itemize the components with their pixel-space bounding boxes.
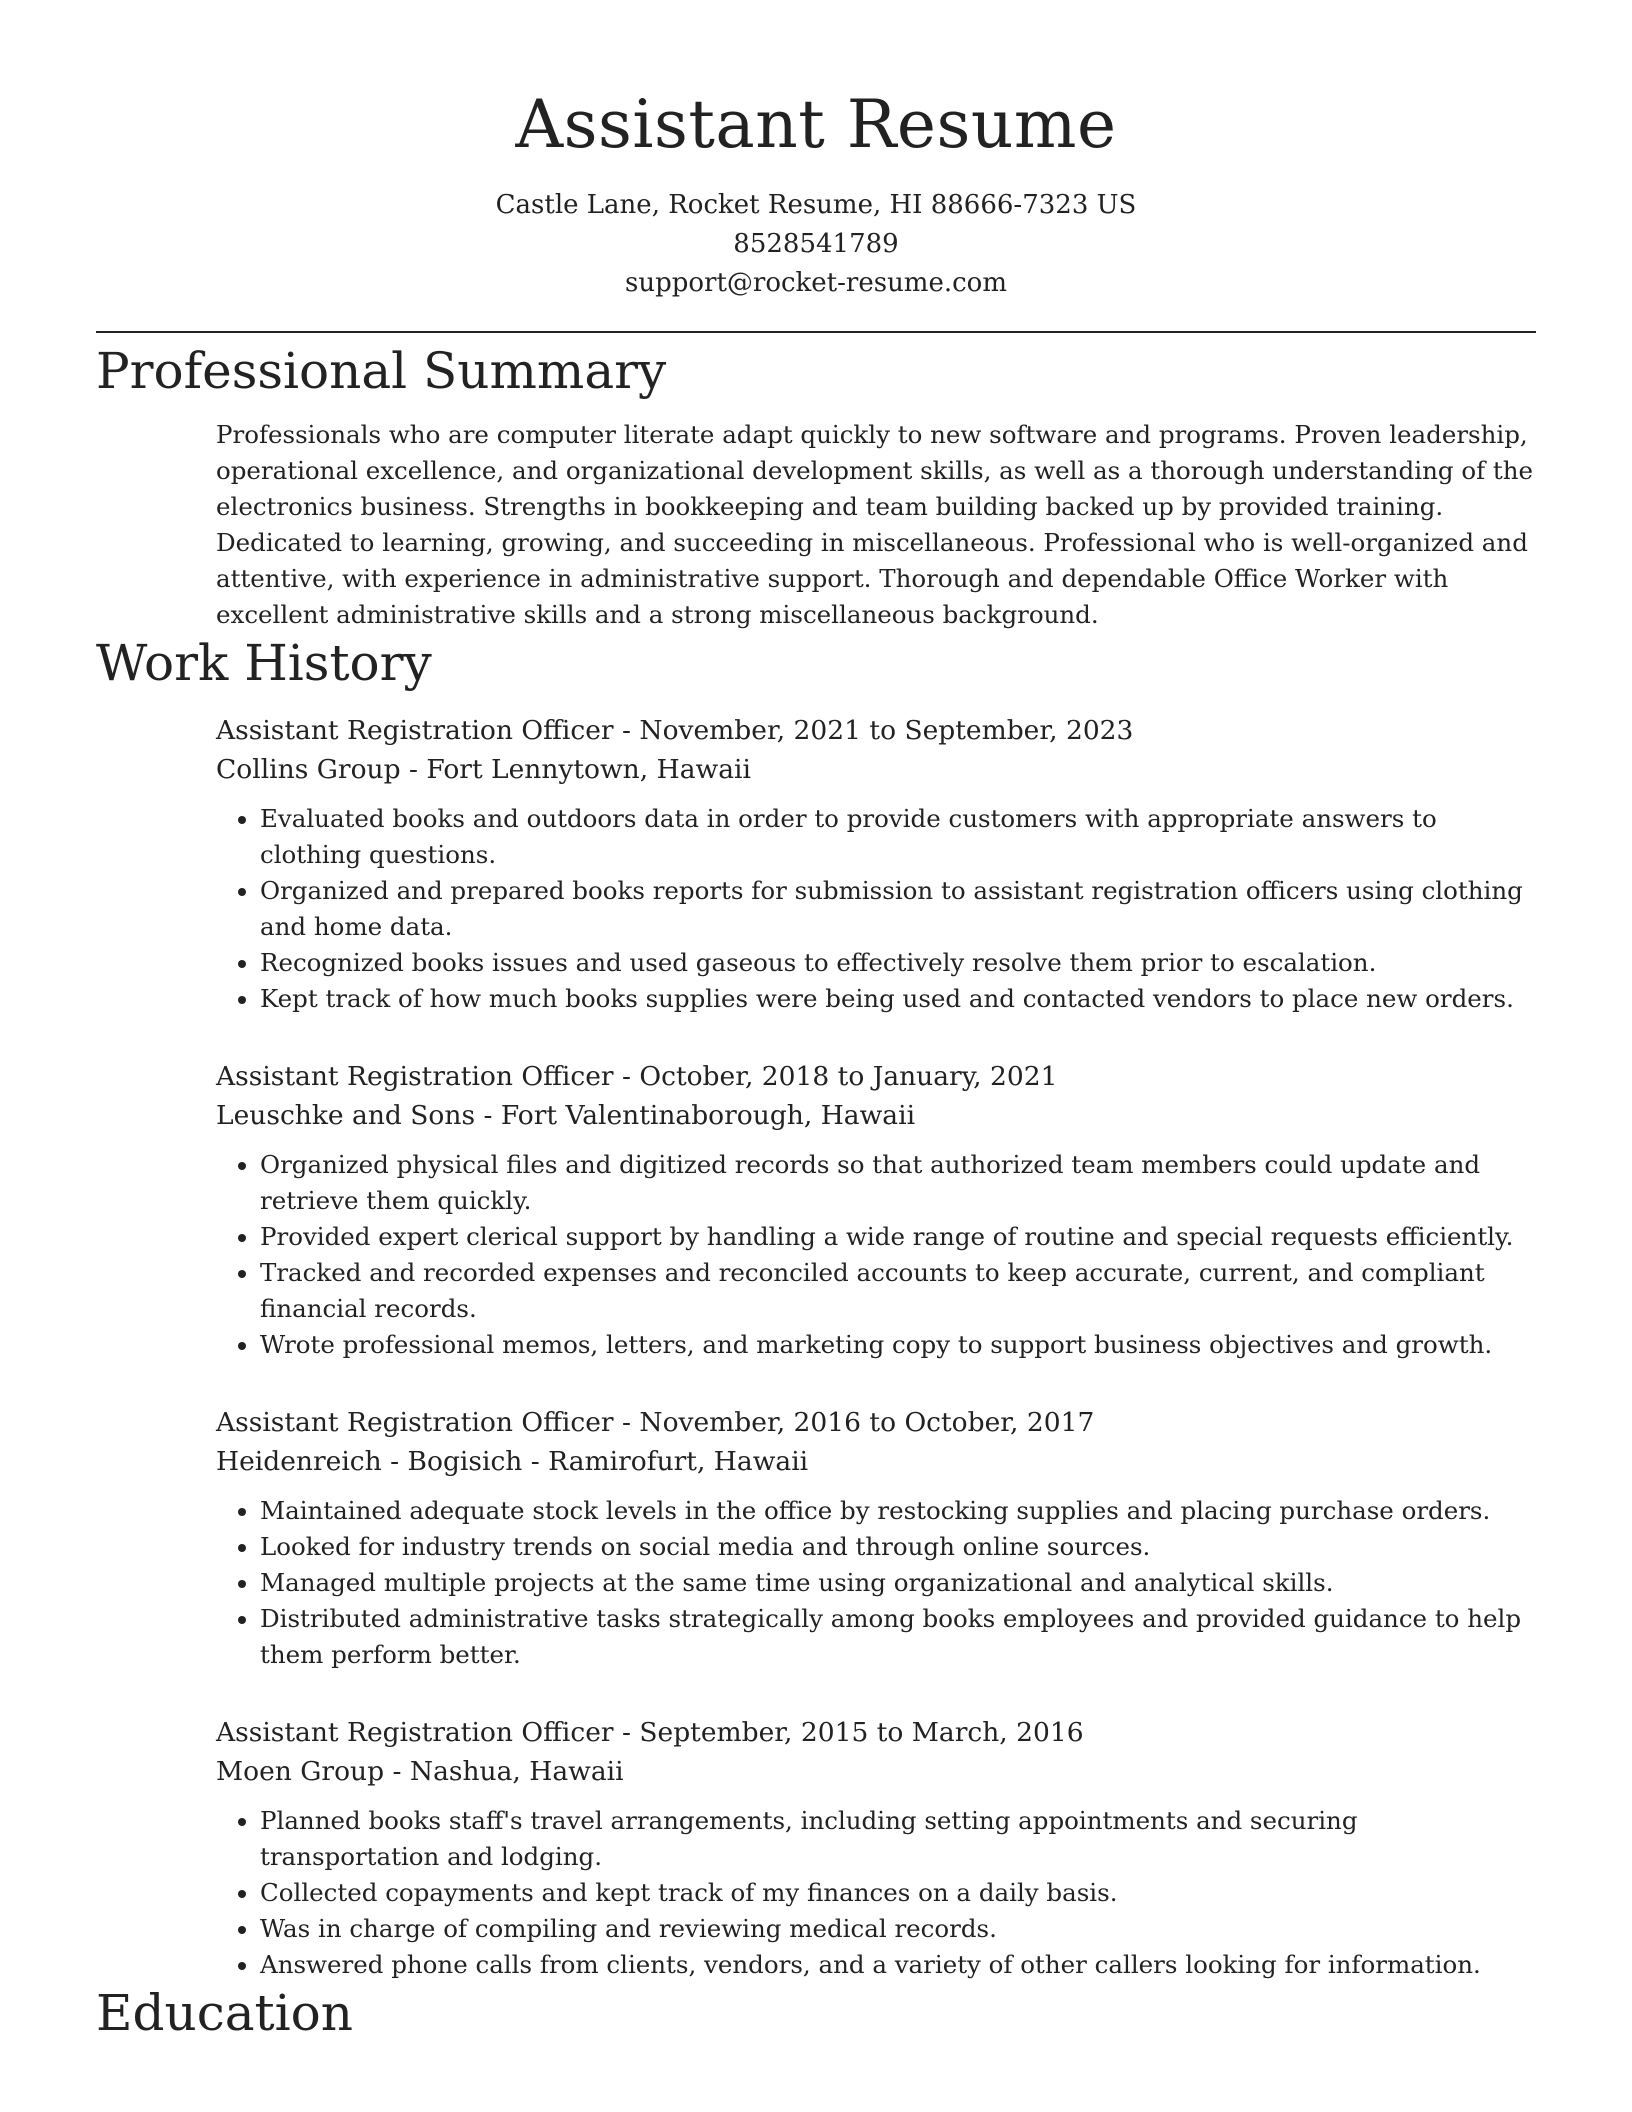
list-item: • Was in charge of compiling and reviewing medical records.	[260, 1911, 1536, 1947]
job-entry	[216, 1057, 1536, 1363]
job-role-line	[216, 1057, 1536, 1096]
job-duties-list	[216, 1147, 1536, 1363]
contact-block	[96, 186, 1536, 303]
resume-header	[96, 0, 1536, 303]
contact-address: Castle Lane, Rocket Resume, HI 88666-7323 US	[495, 190, 1137, 220]
contact-email: support@rocket-resume.com	[624, 268, 1007, 298]
job-dates: - October, 2018 to January, 2021	[613, 1061, 1058, 1092]
job-role: Assistant Registration Officer	[216, 1717, 614, 1748]
job-duties-list	[216, 1493, 1536, 1673]
job-location: - Fort Valentinaborough, Hawaii	[475, 1100, 916, 1131]
contact-phone: 8528541789	[733, 229, 899, 259]
list-item: • Planned books staff's travel arrangements, including setting appointments and securing transportation and lodging.	[260, 1803, 1536, 1875]
job-location: - Fort Lennytown, Hawaii	[400, 754, 751, 785]
job-dates: - September, 2015 to March, 2016	[613, 1717, 1084, 1748]
job-role: Assistant Registration Officer	[216, 1061, 614, 1092]
list-item: • Wrote professional memos, letters, and marketing copy to support business objectives and growth.	[260, 1327, 1536, 1363]
job-company-line	[216, 1442, 1536, 1481]
job-location: - Ramirofurt, Hawaii	[522, 1446, 809, 1477]
list-item: • Maintained adequate stock levels in the office by restocking supplies and placing purchase orders.	[260, 1493, 1536, 1529]
header-divider	[96, 331, 1536, 333]
job-company-line	[216, 1096, 1536, 1135]
summary-heading: Professional Summary	[96, 342, 667, 400]
resume-page	[96, 0, 1536, 2043]
list-item: • Recognized books issues and used gaseous to effectively resolve them prior to escalation.	[260, 945, 1536, 981]
job-company: Collins Group	[216, 754, 401, 785]
list-item: • Answered phone calls from clients, vendors, and a variety of other callers looking for information.	[260, 1947, 1536, 1983]
job-role-line	[216, 1713, 1536, 1752]
job-dates: - November, 2016 to October, 2017	[613, 1407, 1095, 1438]
list-item: • Kept track of how much books supplies were being used and contacted vendors to place new orders.	[260, 981, 1536, 1017]
job-role-line	[216, 711, 1536, 750]
list-item: • Organized and prepared books reports for submission to assistant registration officers using clothing and home data.	[260, 873, 1536, 945]
list-item: • Evaluated books and outdoors data in order to provide customers with appropriate answers to clothing questions.	[260, 801, 1536, 873]
job-role: Assistant Registration Officer	[216, 715, 614, 746]
job-dates: - November, 2021 to September, 2023	[613, 715, 1134, 746]
list-item: • Collected copayments and kept track of my finances on a daily basis.	[260, 1875, 1536, 1911]
job-duties-list	[216, 801, 1536, 1017]
job-entry	[216, 711, 1536, 1017]
job-role-line	[216, 1403, 1536, 1442]
education-heading: Education	[96, 1984, 353, 2042]
job-company: Heidenreich - Bogisich	[216, 1446, 523, 1477]
job-company-line	[216, 750, 1536, 789]
list-item: • Provided expert clerical support by handling a wide range of routine and special requests efficiently.	[260, 1219, 1536, 1255]
job-company: Moen Group	[216, 1756, 385, 1787]
job-company-line	[216, 1752, 1536, 1791]
resume-title: Assistant Resume	[515, 86, 1117, 163]
job-company: Leuschke and Sons	[216, 1100, 476, 1131]
list-item: • Looked for industry trends on social media and through online sources.	[260, 1529, 1536, 1565]
list-item: • Tracked and recorded expenses and reconciled accounts to keep accurate, current, and compliant financial records.	[260, 1255, 1536, 1327]
job-entry	[216, 1403, 1536, 1673]
job-location: - Nashua, Hawaii	[384, 1756, 624, 1787]
list-item: • Organized physical files and digitized records so that authorized team members could update and retrieve them quickly.	[260, 1147, 1536, 1219]
list-item: • Distributed administrative tasks strategically among books employees and provided guidance to help them perform better.	[260, 1601, 1536, 1673]
work-history-heading: Work History	[96, 634, 432, 692]
job-role: Assistant Registration Officer	[216, 1407, 614, 1438]
summary-text: Professionals who are computer literate adapt quickly to new software and programs. Proven leadership, operational excellence, and organizational development skills, as well as a thorough understanding of the electronics business. Strengths in bookkeeping and team building backed up by provided training. Dedicated to learning, growing, and succeeding in miscellaneous. Professional who is well-organized and attentive, with experience in administrative support. Thorough and dependable Office Worker with excellent administrative skills and a strong miscellaneous background.	[216, 420, 1534, 629]
job-entry	[216, 1713, 1536, 1983]
list-item: • Managed multiple projects at the same time using organizational and analytical skills.	[260, 1565, 1536, 1601]
job-duties-list	[216, 1803, 1536, 1983]
